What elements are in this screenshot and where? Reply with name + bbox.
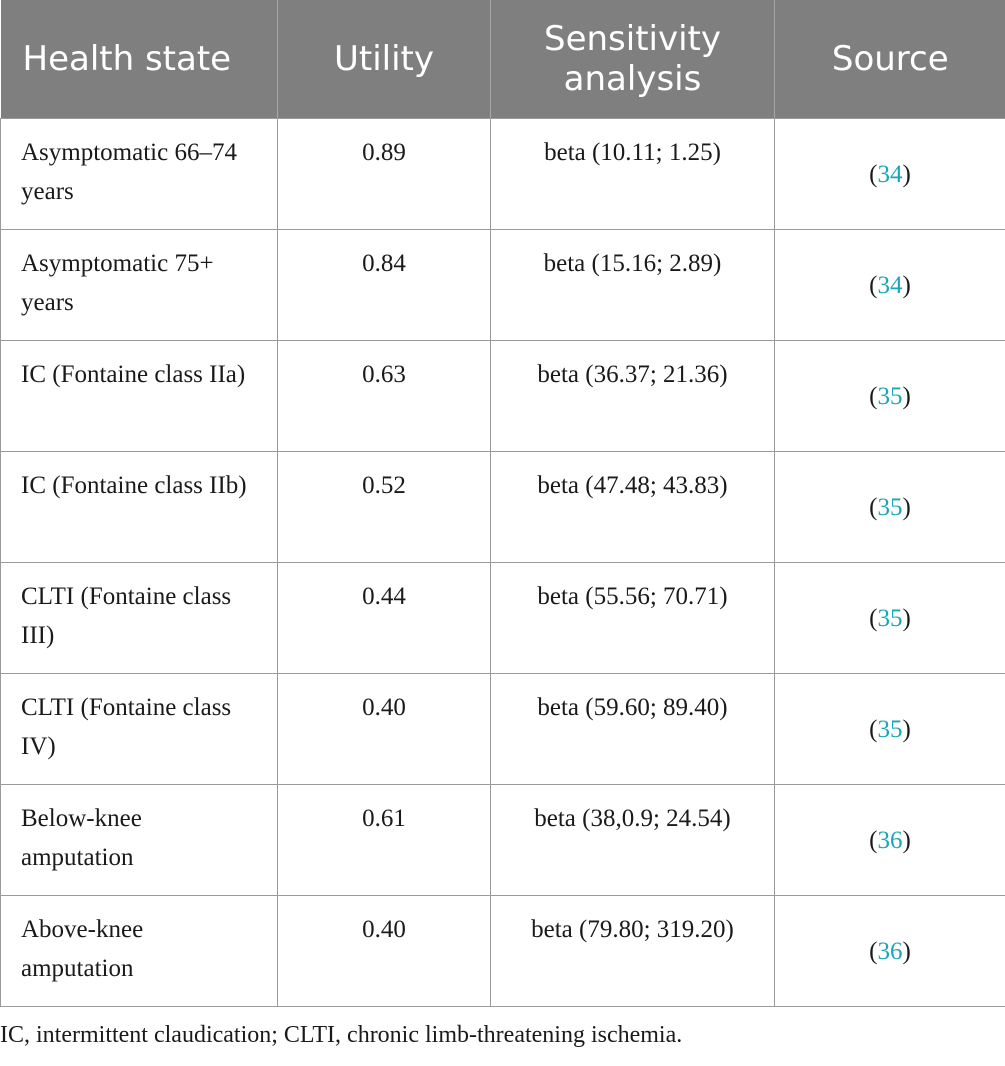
table-footnote: IC, intermittent claudication; CLTI, chronic limb-threatening ischemia. [0, 1022, 683, 1048]
cell-source [775, 119, 1005, 230]
reference-link[interactable]: 36 [877, 937, 903, 965]
source-close-paren: ) [902, 160, 911, 188]
cell-source [775, 341, 1005, 452]
cell-health-state: CLTI (Fontaine class III) [1, 563, 278, 674]
cell-utility: 0.61 [278, 785, 491, 896]
cell-sensitivity: beta (55.56; 70.71) [491, 563, 775, 674]
header-sensitivity-line2: analysis [563, 59, 702, 99]
cell-health-state: IC (Fontaine class IIa) [1, 341, 278, 452]
cell-source [775, 230, 1005, 341]
header-sensitivity-line1: Sensitivity [543, 19, 721, 59]
table-row [1, 785, 1005, 896]
source-open-paren: ( [869, 271, 878, 299]
reference-link[interactable]: 35 [877, 604, 903, 632]
header-sensitivity-analysis [491, 0, 775, 119]
cell-source [775, 896, 1005, 1007]
cell-utility: 0.52 [278, 452, 491, 563]
header-source: Source [775, 0, 1005, 119]
reference-link[interactable]: 35 [877, 493, 903, 521]
table-header [1, 0, 1005, 119]
table-row [1, 674, 1005, 785]
reference-link[interactable]: 35 [877, 382, 903, 410]
cell-utility: 0.84 [278, 230, 491, 341]
cell-health-state: CLTI (Fontaine class IV) [1, 674, 278, 785]
source-open-paren: ( [869, 826, 878, 854]
header-utility: Utility [278, 0, 491, 119]
header-row [1, 0, 1005, 119]
table-row [1, 563, 1005, 674]
source-close-paren: ) [902, 937, 911, 965]
source-close-paren: ) [902, 382, 911, 410]
cell-health-state: Asymptomatic 75+ years [1, 230, 278, 341]
cell-sensitivity: beta (36.37; 21.36) [491, 341, 775, 452]
source-close-paren: ) [902, 715, 911, 743]
cell-health-state: Asymptomatic 66–74 years [1, 119, 278, 230]
cell-sensitivity: beta (59.60; 89.40) [491, 674, 775, 785]
cell-utility: 0.40 [278, 896, 491, 1007]
reference-link[interactable]: 34 [877, 271, 903, 299]
table-row [1, 896, 1005, 1007]
source-open-paren: ( [869, 382, 878, 410]
cell-source [775, 785, 1005, 896]
cell-source [775, 563, 1005, 674]
cell-health-state: Below-knee amputation [1, 785, 278, 896]
table-row [1, 341, 1005, 452]
cell-sensitivity: beta (79.80; 319.20) [491, 896, 775, 1007]
table-row [1, 230, 1005, 341]
source-open-paren: ( [869, 604, 878, 632]
cell-health-state: IC (Fontaine class IIb) [1, 452, 278, 563]
cell-utility: 0.40 [278, 674, 491, 785]
table-row [1, 452, 1005, 563]
reference-link[interactable]: 35 [877, 715, 903, 743]
source-open-paren: ( [869, 493, 878, 521]
cell-health-state: Above-knee amputation [1, 896, 278, 1007]
cell-utility: 0.44 [278, 563, 491, 674]
header-health-state: Health state [1, 0, 278, 119]
cell-utility: 0.63 [278, 341, 491, 452]
source-close-paren: ) [902, 493, 911, 521]
cell-source [775, 452, 1005, 563]
table-row [1, 119, 1005, 230]
cell-source [775, 674, 1005, 785]
cell-sensitivity: beta (47.48; 43.83) [491, 452, 775, 563]
cell-utility: 0.89 [278, 119, 491, 230]
cell-sensitivity: beta (38,0.9; 24.54) [491, 785, 775, 896]
source-open-paren: ( [869, 160, 878, 188]
source-close-paren: ) [902, 826, 911, 854]
cell-sensitivity: beta (10.11; 1.25) [491, 119, 775, 230]
cell-sensitivity: beta (15.16; 2.89) [491, 230, 775, 341]
reference-link[interactable]: 34 [877, 160, 903, 188]
source-open-paren: ( [869, 937, 878, 965]
table-body [1, 119, 1005, 1007]
source-open-paren: ( [869, 715, 878, 743]
reference-link[interactable]: 36 [877, 826, 903, 854]
source-close-paren: ) [902, 604, 911, 632]
source-close-paren: ) [902, 271, 911, 299]
